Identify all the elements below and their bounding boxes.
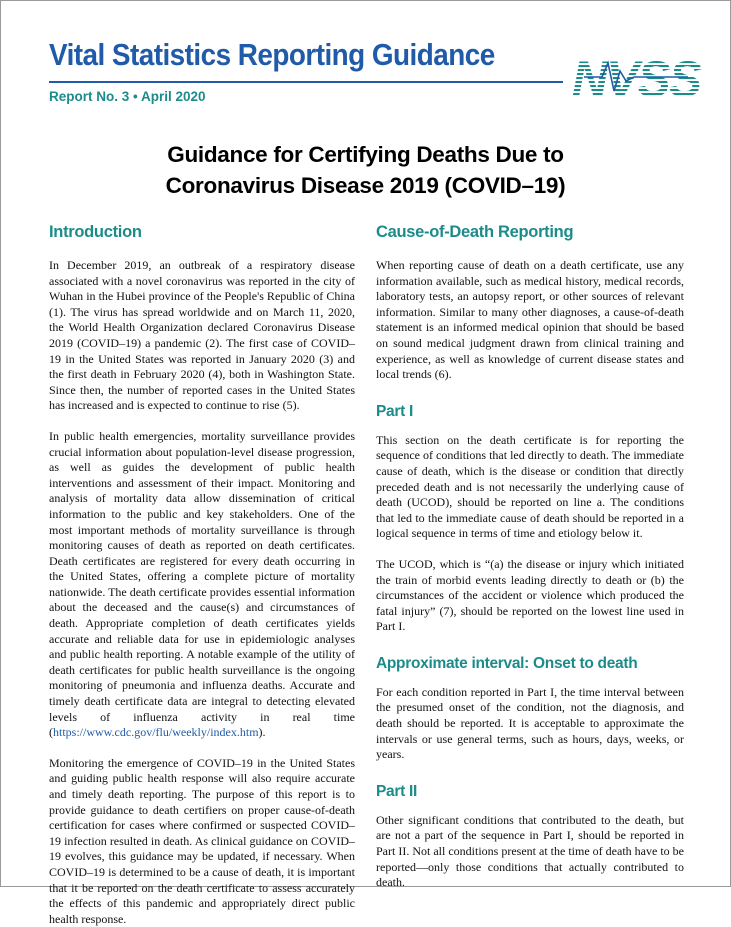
part-1-heading: Part I [376, 402, 413, 420]
series-title: Vital Statistics Reporting Guidance [49, 37, 495, 72]
part-1-paragraph-1: This section on the death certificate is for reporting the sequence of conditions that led directly to death. The immediate cause of death, which is the disease or condition that directly preceded death and is not necessarily the underlying cause of death (UCOD), should be reported on line a. The conditions that led to the immediate cause of death should be reported in a logical sequence in terms of time and etiology below it. [376, 432, 684, 541]
part-1-paragraph-2: The UCOD, which is “(a) the disease or injury which initiated the train of morbid events leading directly to death or (b) the circumstances of the accident or violence which produced the fatal injury” (7), should be reported on the lowest line used in Part I. [376, 556, 684, 634]
introduction-paragraph-1: In December 2019, an outbreak of a respiratory disease associated with a novel coronavirus was reported in the city of Wuhan in the Hubei province of the People's Republic of China (1). The virus has spread worldwide and on March 11, 2020, the World Health Organization declared Coronavirus Disease 2019 (COVID–19) a pandemic (2). The first case of COVID–19 in the United States was reported in January 2020 (3) and the first death in February 2020 (4), both in Washington State. Since then, the number of reported cases in the United States has increased and is expected to continue to rise (5). [49, 258, 355, 413]
introduction-paragraph-2-end: ). [258, 725, 266, 740]
flu-surveillance-link[interactable]: https://www.cdc.gov/flu/weekly/index.htm [53, 725, 259, 740]
introduction-paragraph-2 [49, 429, 355, 741]
interval-paragraph: For each condition reported in Part I, the time interval between the presumed onset of the condition, not the diagnosis, and death should be reported. It is acceptable to approximate the intervals or use general terms, such as hours, days, weeks, or years. [376, 684, 684, 762]
cause-of-death-paragraph: When reporting cause of death on a death certificate, use any information available, such as medical history, medical records, laboratory tests, an autopsy report, or other sources of relevant information. Similar to many other diagnoses, a cause-of-death statement is an informed medical opinion that should be based on sound medical judgment drawn from clinical training and experience, as well as knowledge of current disease states and local trends (6). [376, 258, 684, 382]
document-title [1, 139, 730, 201]
left-column [49, 223, 355, 927]
document-title-line-1: Guidance for Certifying Deaths Due to [167, 142, 564, 167]
introduction-heading: Introduction [49, 223, 142, 241]
nvss-logo-text: NVSS [571, 51, 701, 107]
document-title-line-2: Coronavirus Disease 2019 (COVID–19) [165, 173, 566, 198]
cause-of-death-heading: Cause-of-Death Reporting [376, 223, 574, 241]
part-2-heading: Part II [376, 782, 417, 800]
right-column [376, 223, 684, 891]
interval-heading: Approximate interval: Onset to death [376, 654, 638, 672]
introduction-paragraph-3: Monitoring the emergence of COVID–19 in the United States and guiding public health response will also require accurate and timely death reporting. The purpose of this report is to provide guidance to death certifiers on proper cause-of-death certification for cases where confirmed or suspected COVID–19 infection resulted in death. As clinical guidance on COVID–19 evolves, this guidance may be updated, if necessary. When COVID–19 is determined to be a cause of death, it is important that it be reported on the death certificate to assess accurately the effects of this pandemic and appropriately direct public health response. [49, 755, 355, 926]
introduction-paragraph-2-text: In public health emergencies, mortality surveillance provides crucial information about population-level disease progression, as well as guides the development of public health interventions and assessment of their impact. Monitoring and analysis of mortality data allow dissemination of critical information to the public and key stakeholders. One of the most important methods of mortality surveillance is through monitoring causes of death as reported on death certificates. Death certificates are registered for every death occurring in the United States, offering a complete picture of mortality nationwide. The death certificate provides essential information about the deceased and the cause(s) and circumstances of death. Appropriate completion of death certificates yields accurate and reliable data for use in epidemiologic analyses and public health reporting. A notable example of the utility of death certificates for public health surveillance is the ongoing monitoring of pneumonia and influenza deaths. Accurate and timely death certificate data are integral to detecting elevated levels of influenza activity in real time ( [49, 428, 356, 740]
part-2-paragraph: Other significant conditions that contributed to the death, but are not a part of the sequence in Part I, should be reported in Part II. Not all conditions present at the time of death have to be reported—only those conditions that actually contributed to death. [376, 812, 684, 890]
nvss-logo [571, 41, 701, 109]
masthead-rule [49, 81, 563, 83]
report-number-date: Report No. 3 • April 2020 [49, 89, 206, 104]
